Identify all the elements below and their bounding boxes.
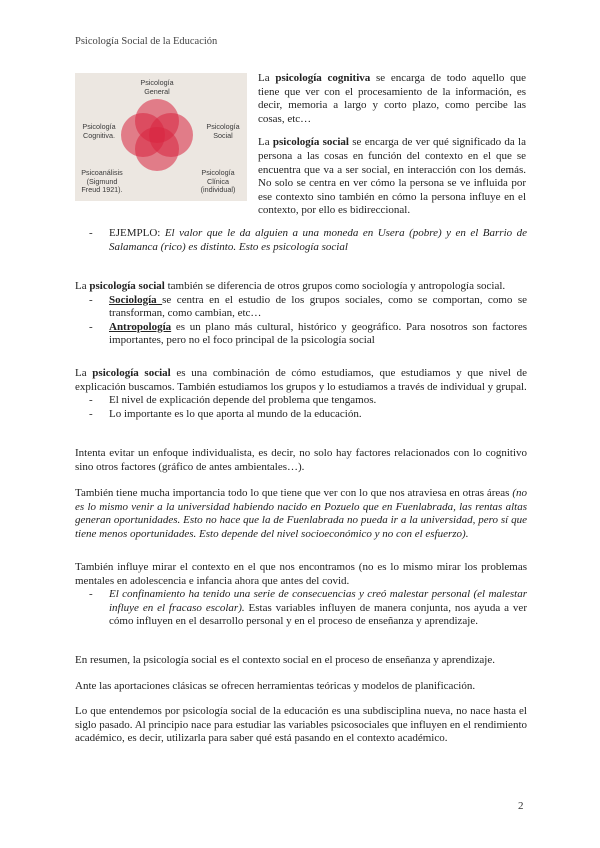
paragraph-combinacion: La psicología social es una combinación de cómo estudiamos, que estudiamos y que nivel de explicación buscamos. También estudiamos los grupos y lo estudiamos a través de individual y grupal.: [75, 367, 528, 393]
page-header: Psicología Social de la Educación: [75, 36, 218, 47]
label-social: Psicología Social: [206, 122, 240, 140]
bullet-antropologia: - Antropología es un plano más cultural, histórico y geográfico. Para nosotros son factores importantes, pero no el foco principal de la psicología social: [89, 320, 527, 347]
section-contexto: [75, 561, 527, 629]
paragraph-resumen: En resumen, la psicología social es el contexto social en el proceso de enseñanza y aprendizaje.: [75, 654, 495, 666]
intro-text: [258, 72, 526, 228]
page-number: 2: [518, 800, 524, 812]
bullet-sociologia: - Sociología se centra en el estudio de los grupos sociales, como se comportan, como se transforman, como cambian, etc…: [89, 293, 527, 320]
psychology-venn-figure: [75, 73, 247, 201]
paragraph-importancia: También tiene mucha importancia todo lo que tiene que ver con lo que nos atraviesa en otras áreas (no es lo mismo venir a la universidad habiendo nacido en Pozuelo que en Fuenlabrada, las rentas altas generan oportunidades. Esto no hace que la de Fuenlabrada no pueda ir a la universidad, pero sí que tiene menos oportunidades. Esto depende del nivel socioeconómico y no con el esfuerzo).: [75, 487, 527, 540]
label-psicoanalisis: Psicoanálisis (Sigmund Freud 1921).: [81, 168, 123, 194]
label-general: Psicología General: [140, 78, 174, 96]
bullet-nivel: - El nivel de explicación depende del problema que tengamos.: [89, 394, 377, 407]
paragraph-contexto: También influye mirar el contexto en el que nos encontramos (no es lo mismo mirar los problemas mentales en adolescencia e infancia ahora que antes del covid.: [75, 561, 527, 587]
ejemplo-item: - EJEMPLO: El valor que le da alguien a una moneda en Usera (pobre) y en el Barrio de Salamanca (rico) es distinto. Esto es psicología social: [89, 227, 527, 253]
paragraph-aportaciones: Ante las aportaciones clásicas se ofrecen herramientas teóricas y modelos de planificación.: [75, 680, 476, 692]
paragraph-entendemos: Lo que entendemos por psicología social de la educación es una subdisciplina nueva, no nace hasta el siglo pasado. Al principio nace para estudiar las variables psicosociales que influyen en el rendimiento académico, es decir, utilizarla para saber qué está pasando en el contexto académico.: [75, 705, 527, 745]
paragraph-diferencia: La psicología social también se diferencia de otros grupos como sociología y antropología social.: [75, 280, 506, 292]
paragraph-individualista: Intenta evitar un enfoque individualista, es decir, no solo hay factores relacionados con lo cognitivo sino otros factores (gráfico de antes ambientales…).: [75, 447, 527, 473]
section-diferencia: [75, 280, 527, 348]
paragraph-cognitiva: La psicología cognitiva se encarga de todo aquello que tiene que ver con el procesamiento de la información, es decir, memoria a largo y corto plazo, como percibe las cosas, etc…: [258, 72, 526, 125]
bullet-confinamiento: - El confinamiento ha tenido una serie de consecuencias y creó malestar personal (el malestar influye en el fracaso escolar). Estas variables influyen de manera conjunta, nos ayuda a ver cómo influyen en el desarrollo personal y en el proceso de enseñanza y aprendizaje.: [89, 588, 527, 628]
label-clinica: Psicología Clínica (individual): [200, 168, 236, 194]
section-combinacion: [75, 367, 527, 421]
paragraph-social: La psicología social se encarga de ver qué significado da la persona a las cosas en función del contexto en el que se encuentra que va a ser social, en interacción con los demás. No solo se centra en ver cómo la persona se ve influida por ese contexto sino también en cómo la persona influye en el contexto, por ello es bidireccional.: [258, 136, 526, 217]
label-cognitiva: Psicología Cognitiva.: [82, 122, 116, 140]
bullet-importante: - Lo importante es lo que aporta al mundo de la educación.: [89, 407, 362, 420]
